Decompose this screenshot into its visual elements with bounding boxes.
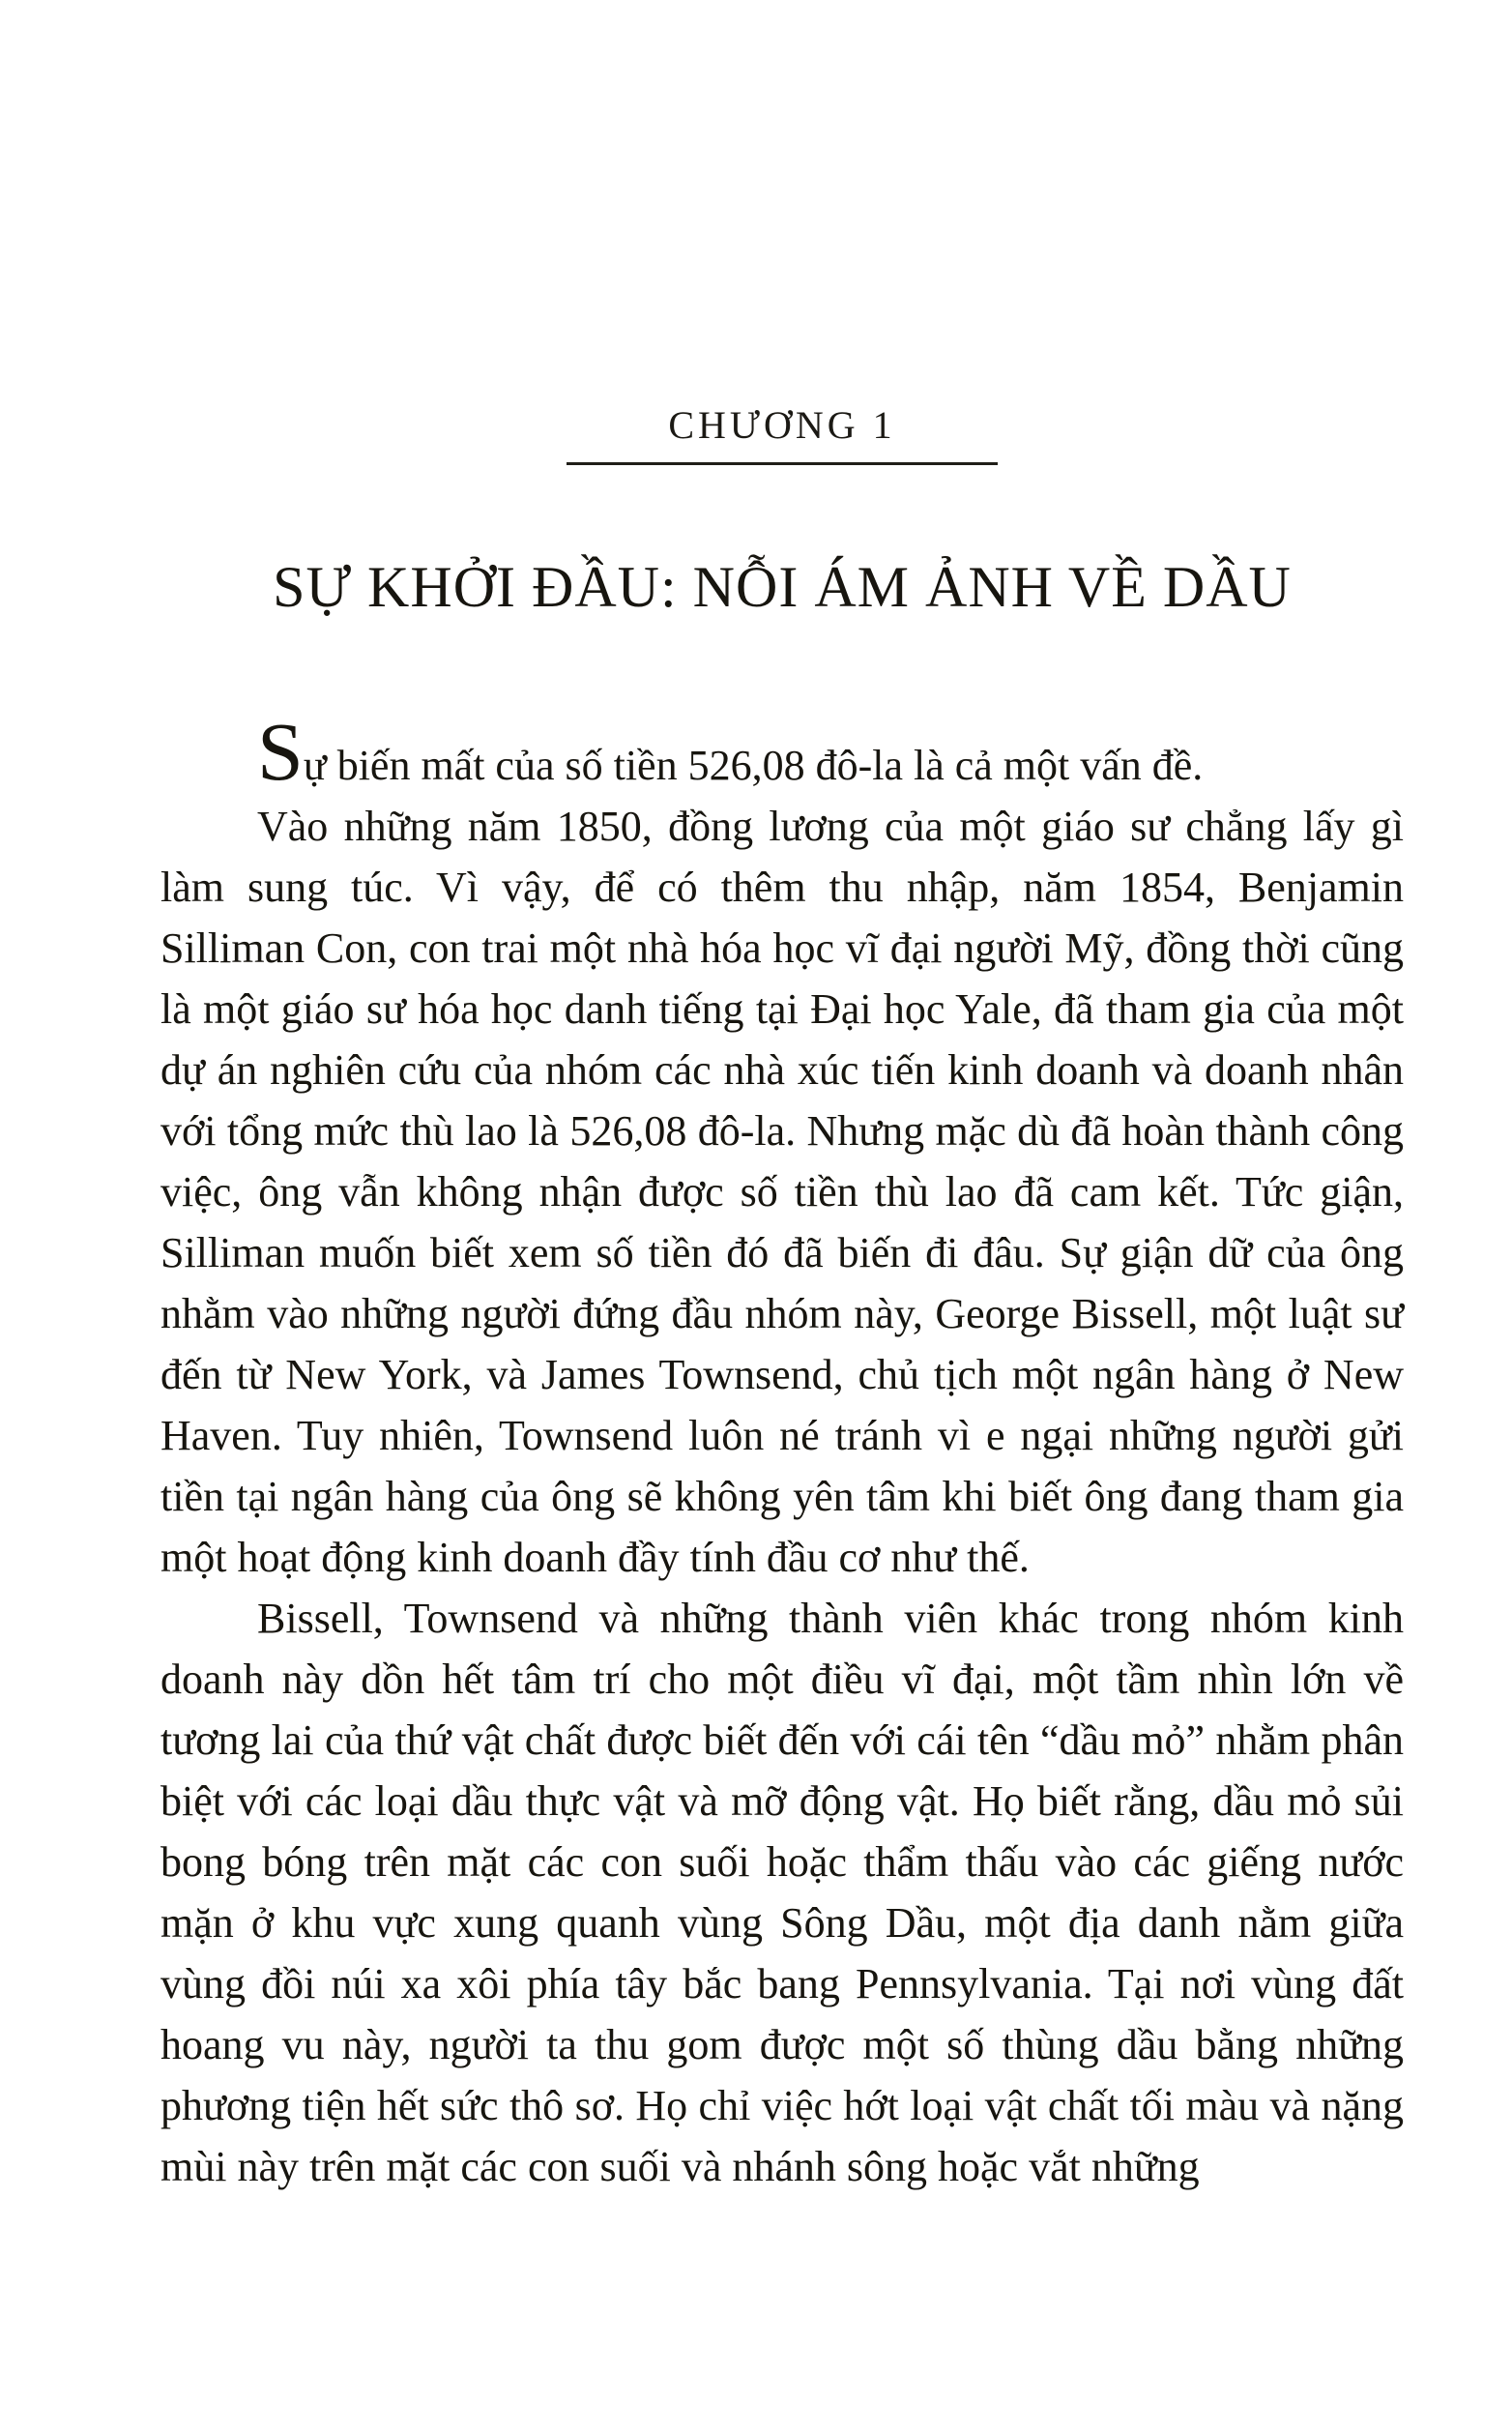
- drop-cap-initial: S: [257, 705, 304, 798]
- chapter-rule-divider: [567, 462, 998, 465]
- chapter-title: SỰ KHỞI ĐẦU: NỖI ÁM ẢNH VỀ DẦU: [273, 555, 1292, 619]
- chapter-body: [160, 705, 1404, 2197]
- paragraph-opening: [160, 705, 1404, 798]
- paragraph-opening-text: ự biến mất của số tiền 526,08 đô-la là cả một vấn đề.: [303, 742, 1204, 789]
- chapter-header: [160, 404, 1404, 621]
- chapter-label: CHƯƠNG 1: [668, 403, 896, 447]
- paragraph: Vào những năm 1850, đồng lương của một giáo sư chẳng lấy gì làm sung túc. Vì vậy, để có thêm thu nhập, năm 1854, Benjamin Silliman Con, con trai một nhà hóa học vĩ đại người Mỹ, đồng thời cũng là một giáo sư hóa học danh tiếng tại Đại học Yale, đã tham gia của một dự án nghiên cứu của nhóm các nhà xúc tiến kinh doanh và doanh nhân với tổng mức thù lao là 526,08 đô-la. Nhưng mặc dù đã hoàn thành công việc, ông vẫn không nhận được số tiền thù lao đã cam kết. Tức giận, Silliman muốn biết xem số tiền đó đã biến đi đâu. Sự giận dữ của ông nhằm vào những người đứng đầu nhóm này, George Bissell, một luật sư đến từ New York, và James Townsend, chủ tịch một ngân hàng ở New Haven. Tuy nhiên, Townsend luôn né tránh vì e ngại những người gửi tiền tại ngân hàng của ông sẽ không yên tâm khi biết ông đang tham gia một hoạt động kinh doanh đầy tính đầu cơ như thế.: [160, 803, 1404, 1581]
- paragraph: Bissell, Townsend và những thành viên khác trong nhóm kinh doanh này dồn hết tâm trí cho một điều vĩ đại, một tầm nhìn lớn về tương lai của thứ vật chất được biết đến với cái tên “dầu mỏ” nhằm phân biệt với các loại dầu thực vật và mỡ động vật. Họ biết rằng, dầu mỏ sủi bong bóng trên mặt các con suối hoặc thẩm thấu vào các giếng nước mặn ở khu vực xung quanh vùng Sông Dầu, một địa danh nằm giữa vùng đồi núi xa xôi phía tây bắc bang Pennsylvania. Tại nơi vùng đất hoang vu này, người ta thu gom được một số thùng dầu bằng những phương tiện hết sức thô sơ. Họ chỉ việc hớt loại vật chất tối màu và nặng mùi này trên mặt các con suối và nhánh sông hoặc vắt những: [160, 1595, 1404, 2190]
